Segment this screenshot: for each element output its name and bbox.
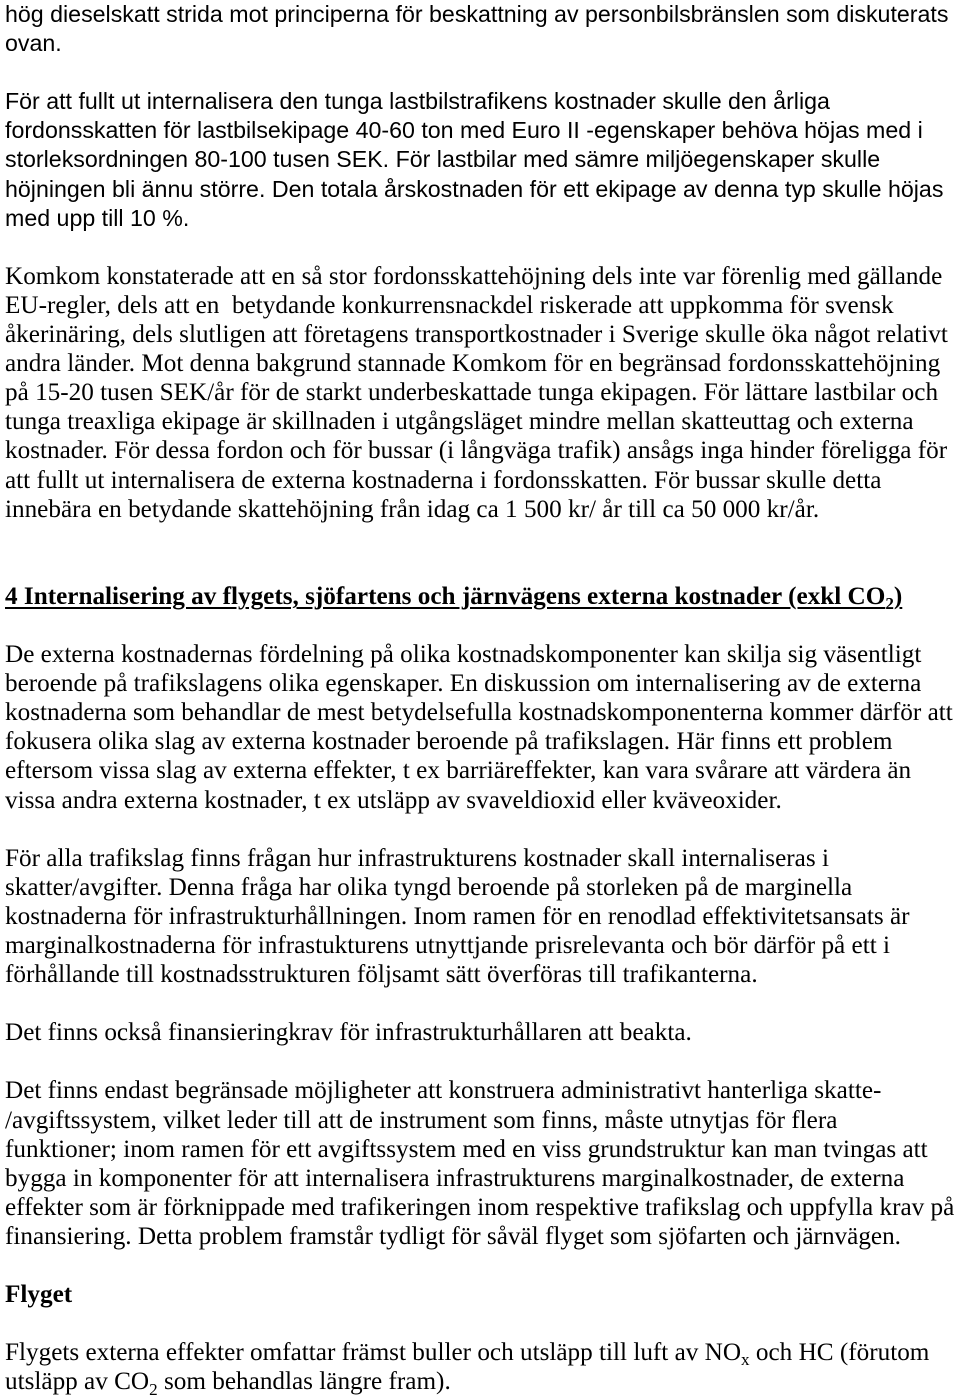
paragraph-spacer	[5, 58, 960, 87]
paragraph-spacer	[5, 611, 960, 640]
text-line: tunga treaxliga ekipage är skillnaden i utgångsläget mindre mellan skatteuttag och externa	[5, 408, 914, 436]
text-line: eftersom vissa slag av externa effekter, t ex barriäreffekter, kan vara svårare att värdera än	[5, 757, 912, 785]
section-heading	[5, 582, 960, 614]
text-line: ovan.	[5, 30, 62, 57]
subsection-heading: Flyget	[5, 1281, 73, 1309]
text-line: EU-regler, dels att en betydande konkurrensnackdel riskerade att uppkomma för svensk	[5, 291, 894, 319]
text-line: höjningen bli ännu större. Den totala årskostnaden för ett ekipage av denna typ skulle höjas	[5, 175, 944, 202]
text-line: fokusera olika slag av externa kostnader beroende på trafikslagen. Här finns ett problem	[5, 728, 893, 756]
text-line: För att fullt ut internalisera den tunga lastbilstrafikens kostnader skulle den årliga	[5, 88, 830, 115]
text-line: fordonsskatten för lastbilsekipage 40-60 ton med Euro II -egenskaper behöva höjas med i	[5, 117, 923, 144]
text-line: hög dieselskatt strida mot principerna för beskattning av personbilsbränslen som diskuterats	[5, 1, 949, 27]
text-line: på 15-20 tusen SEK/år för de starkt underbeskattade tunga ekipagen. För lättare lastbilar och	[5, 379, 939, 407]
paragraph-spacer	[5, 1251, 960, 1280]
text-line: För alla trafikslag finns frågan hur infrastrukturens kostnader skall internaliseras i	[5, 844, 829, 872]
line-text-after: och HC (förutom	[749, 1339, 930, 1367]
text-line: skatter/avgifter. Denna fråga har olika tyngd beroende på storleken på de marginella	[5, 873, 853, 901]
paragraph	[5, 87, 960, 232]
text-line: innebära en betydande skattehöjning från idag ca 1 500 kr/ år till ca 50 000 kr/år.	[5, 495, 820, 523]
document-page	[5, 0, 960, 1397]
line-text-after: som behandlas längre fram).	[157, 1368, 451, 1396]
text-line: med upp till 10 %.	[5, 204, 190, 231]
paragraph	[5, 0, 960, 58]
line-text: utsläpp av CO	[5, 1368, 150, 1396]
text-line: bygga in komponenter för att internalisera infrastrukturens marginalkostnader, de externa	[5, 1164, 905, 1192]
subscript: 2	[885, 594, 894, 614]
heading-text-after: )	[893, 582, 903, 610]
paragraph-spacer	[5, 1047, 960, 1076]
text-line: kostnader. För dessa fordon och för bussar (i långväga trafik) ansågs inga hinder föreligga för	[5, 437, 948, 465]
heading-text: 4 Internalisering av flygets, sjöfartens och järnvägens externa kostnader (exkl CO	[5, 582, 886, 610]
text-line: förhållande till kostnadsstrukturen följsamt sätt överföras till trafikanterna.	[5, 961, 758, 989]
paragraph	[5, 640, 960, 815]
text-line: Det finns endast begränsade möjligheter att konstruera administrativt hanterliga skatte-	[5, 1077, 882, 1105]
subscript: x	[741, 1350, 750, 1370]
text-line	[5, 1338, 960, 1370]
text-line: beroende på trafikslagens olika egenskaper. En diskussion om internalisering av de externa	[5, 670, 922, 698]
text-line: Det finns också finansieringkrav för infrastrukturhållaren att beakta.	[5, 1019, 692, 1047]
paragraph	[5, 1076, 960, 1251]
text-line: marginalkostnaderna för infrastukturens utnyttjande prisrelevanta och bör därför på ett i	[5, 932, 890, 959]
line-text: Flygets externa effekter omfattar främst buller och utsläpp till luft av NO	[5, 1339, 742, 1367]
section-spacer	[5, 524, 960, 582]
text-line: kostnaderna som behandlar de mest betydelsefulla kostnadskomponenterna kommer därför att	[5, 699, 953, 727]
paragraph-spacer	[5, 815, 960, 844]
text-line: /avgiftssystem, vilket leder till att de instrument som finns, måste utnytjas för flera	[5, 1106, 838, 1134]
text-line: kostnaderna för infrastrukturhållningen. Inom ramen för en renodlad effektivitetsansats är	[5, 902, 910, 930]
paragraph	[5, 844, 960, 989]
text-line: De externa kostnadernas fördelning på olika kostnadskomponenter kan skilja sig väsentligt	[5, 641, 922, 669]
text-line: Komkom konstaterade att en så stor fordonsskattehöjning dels inte var förenlig med gällande	[5, 262, 943, 290]
subscript: 2	[149, 1379, 158, 1399]
paragraph	[5, 262, 960, 524]
paragraph-spacer	[5, 1309, 960, 1338]
text-line: att fullt ut internalisera de externa kostnaderna i fordonsskatten. För bussar skulle detta	[5, 466, 882, 494]
text-line: effekter som är förknippade med trafikeringen inom respektive trafikslag och uppfylla krav på	[5, 1193, 955, 1221]
text-line: vissa andra externa kostnader, t ex utsläpp av svaveldioxid eller kväveoxider.	[5, 786, 782, 814]
text-line	[5, 1367, 960, 1399]
paragraph-spacer	[5, 233, 960, 262]
text-line: åkerinäring, dels slutligen att företagens transportkostnader i Sverige skulle öka något relativt	[5, 321, 948, 349]
paragraph-spacer	[5, 989, 960, 1018]
paragraph	[5, 1338, 960, 1399]
text-line: finansiering. Detta problem framstår tydligt för såväl flyget som sjöfarten och järnvägen.	[5, 1222, 901, 1250]
text-line: andra länder. Mot denna bakgrund stannade Komkom för en begränsad fordonsskattehöjning	[5, 350, 941, 378]
text-line: funktioner; inom ramen för ett avgiftssystem med en viss grundstruktur kan man tvingas att	[5, 1135, 928, 1163]
text-line: storleksordningen 80-100 tusen SEK. För lastbilar med sämre miljöegenskaper skulle	[5, 146, 881, 173]
paragraph	[5, 1018, 960, 1047]
